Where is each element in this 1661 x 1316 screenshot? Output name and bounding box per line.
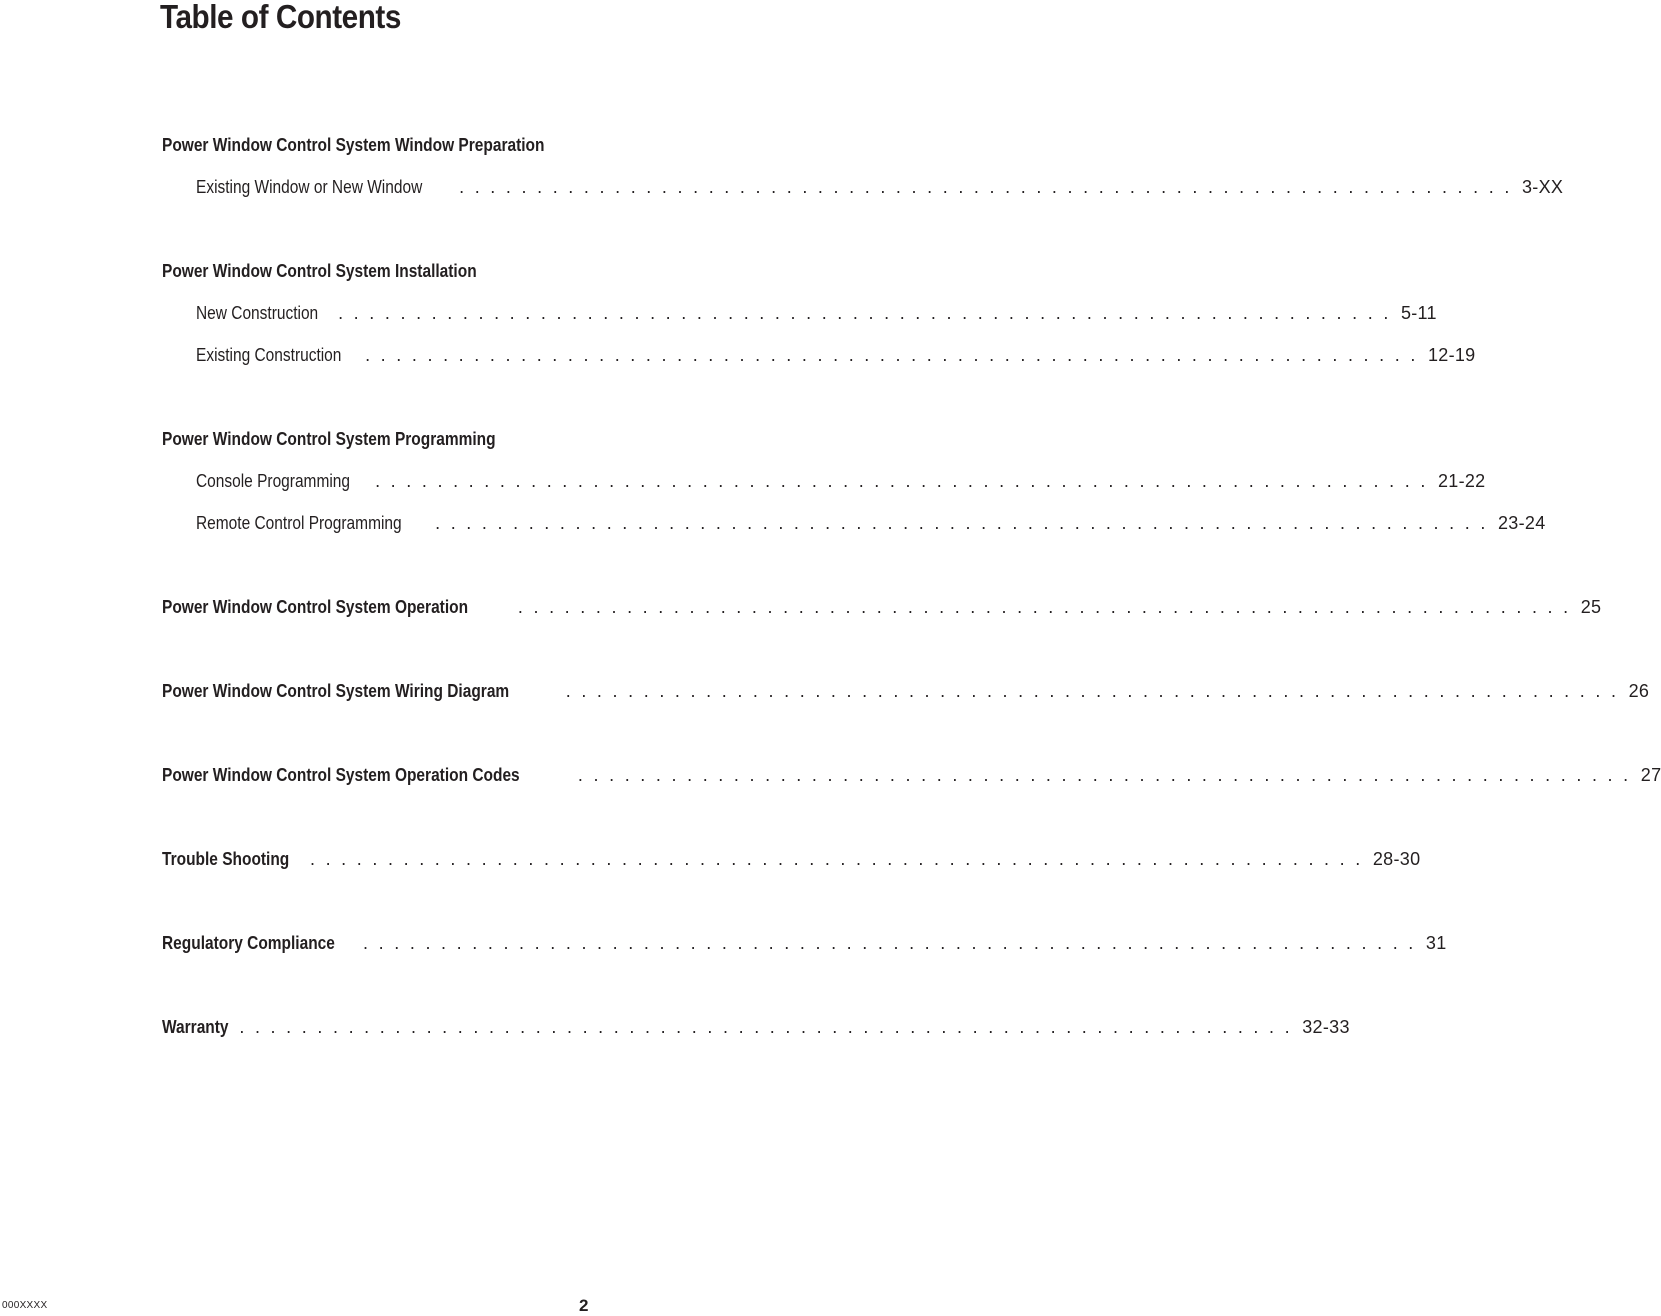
toc-entry-label: New Construction	[196, 303, 319, 323]
dot-leader: ....................................................................	[363, 933, 1424, 953]
toc-entry-existing-window[interactable]	[196, 176, 1564, 198]
toc-entry-page: 26	[1628, 681, 1650, 701]
toc-entry-label: Power Window Control System Wiring Diagram	[162, 681, 510, 701]
toc-entry-page: 21-22	[1437, 471, 1486, 491]
dot-leader: ....................................................................	[365, 345, 1426, 365]
dot-leader: ....................................................................	[577, 765, 1639, 785]
toc-entry-remote-control-programming[interactable]	[196, 512, 1546, 534]
toc-entry-new-construction[interactable]	[196, 302, 1437, 324]
toc-entry-page: 23-24	[1497, 513, 1546, 533]
toc-entry-page: 27	[1640, 765, 1661, 785]
toc-entry-regulatory-compliance[interactable]	[162, 932, 1447, 954]
toc-entry-label: Power Window Control System Operation	[162, 597, 469, 617]
toc-entry-page: 31	[1425, 933, 1447, 953]
dot-leader: ....................................................................	[517, 597, 1579, 617]
toc-entry-label: Existing Window or New Window	[196, 177, 423, 197]
dot-leader: ....................................................................	[459, 177, 1520, 197]
toc-entry-label: Warranty	[162, 1017, 229, 1037]
dot-leader: ....................................................................	[565, 681, 1627, 701]
section-heading-window-preparation: Power Window Control System Window Preparation	[162, 135, 545, 155]
toc-entry-operation[interactable]	[162, 596, 1602, 618]
toc-entry-existing-construction[interactable]	[196, 344, 1476, 366]
dot-leader: ....................................................................	[309, 849, 1371, 869]
toc-entry-page: 32-33	[1302, 1017, 1350, 1037]
section-heading-installation: Power Window Control System Installation	[162, 261, 477, 281]
toc-entry-trouble-shooting[interactable]	[162, 848, 1421, 870]
toc-entry-wiring-diagram[interactable]	[162, 680, 1650, 702]
section-heading-programming: Power Window Control System Programming	[162, 429, 496, 449]
toc-entry-page: 5-11	[1400, 303, 1437, 323]
toc-entry-label: Regulatory Compliance	[162, 933, 335, 953]
toc-entry-page: 25	[1580, 597, 1602, 617]
toc-entry-label: Console Programming	[196, 471, 351, 491]
page-title: Table of Contents	[160, 0, 401, 35]
toc-entry-label: Remote Control Programming	[196, 513, 402, 533]
dot-leader: ....................................................................	[375, 471, 1436, 491]
toc-entry-label: Existing Construction	[196, 345, 342, 365]
document-code: 000XXXX	[2, 1300, 48, 1311]
dot-leader: ....................................................................	[338, 303, 1399, 323]
dot-leader: ....................................................................	[435, 513, 1496, 533]
page-number: 2	[579, 1296, 589, 1315]
toc-entry-label: Trouble Shooting	[162, 849, 290, 869]
toc-entry-operation-codes[interactable]	[162, 764, 1661, 786]
toc-entry-console-programming[interactable]	[196, 470, 1486, 492]
toc-entry-label: Power Window Control System Operation Codes	[162, 765, 520, 785]
toc-entry-page: 28-30	[1372, 849, 1421, 869]
dot-leader: ....................................................................	[239, 1017, 1301, 1037]
toc-entry-page: 12-19	[1427, 345, 1476, 365]
toc-entry-page: 3-XX	[1521, 177, 1564, 197]
toc-entry-warranty[interactable]	[162, 1016, 1350, 1038]
